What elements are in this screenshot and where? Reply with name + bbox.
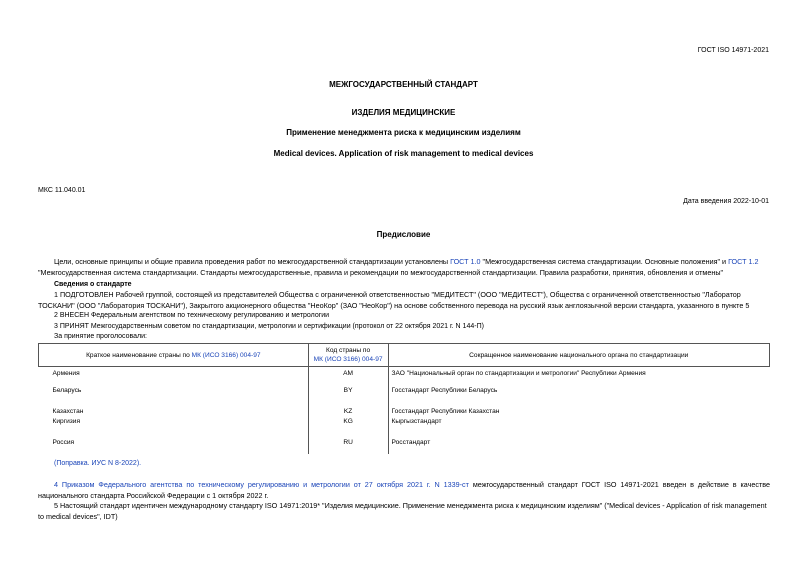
voted-label: За принятие проголосовали: [54, 333, 147, 340]
doc-code: ГОСТ ISO 14971-2021 [697, 47, 769, 54]
country-cell: Армения [39, 367, 309, 386]
country-cell: Россия [39, 438, 309, 454]
table-header-row [39, 344, 770, 367]
body-cell: Кыргызстандарт [391, 417, 442, 425]
body-cell: Госстандарт Республики Беларусь [391, 386, 498, 394]
en-subtitle: Medical devices. Application of risk management to medical devices [273, 149, 534, 158]
body-cell: Росстандарт [391, 438, 431, 446]
body-cell: ЗАО "Национальный орган по стандартизации и метрологии" Республики Армения [391, 370, 646, 377]
item-4 [38, 480, 770, 501]
ru-subtitle: Применение менеджмента риска к медицинским изделиям [286, 128, 521, 137]
intro-date: Дата введения 2022-10-01 [683, 198, 769, 205]
body-cell: Госстандарт Республики Казахстан [391, 407, 500, 415]
amendment-link[interactable]: (Поправка. ИУС N 8-2022). [54, 460, 142, 467]
item-3: 3 ПРИНЯТ Межгосударственным советом по стандартизации, метрологии и сертификации (протокол от 22 октября 2021 г. N 144-П) [54, 323, 484, 330]
country-cell: Киргизия [39, 417, 309, 438]
preface-heading: Предисловие [376, 230, 431, 239]
p1-text-b: "Межгосударственная система стандартизации. Основные положения" и [480, 257, 729, 266]
item-4-text: межгосударственный стандарт ГОСТ ISO 14971-2021 введен в действие в качестве национального стандарта Российской Федерации с 1 октября 2022 г. [38, 480, 770, 500]
country-cell: Беларусь [39, 386, 309, 407]
countries-table [38, 343, 770, 454]
table-row [39, 407, 770, 417]
code-cell: RU [308, 438, 388, 454]
mk-iso-link-1[interactable]: МК (ИСО 3166) 004-97 [191, 351, 261, 359]
info-heading: Сведения о стандарте [54, 281, 132, 288]
gost-1-0-link[interactable]: ГОСТ 1.0 [450, 257, 481, 266]
p1-text-c: "Межгосударственная система стандартизации. Стандарты межгосударственные, правила и рекомендации по межгосударственной стандартизации. Правила разработки, принятия, обновления и отмены" [38, 267, 724, 277]
header-country [39, 344, 309, 367]
header-code [308, 344, 388, 367]
header-body: Сокращенное наименование национального органа по стандартизации [388, 344, 769, 367]
mk-iso-link-2[interactable]: МК (ИСО 3166) 004-97 [313, 356, 383, 363]
code-cell: KG [308, 417, 388, 438]
code-cell: BY [308, 386, 388, 407]
country-cell: Казахстан [39, 407, 309, 417]
item-1: 1 ПОДГОТОВЛЕН Рабочей группой, состоящей из представителей Общества с ограниченной ответственностью "МЕДИТЕСТ" (ООО "МЕДИТЕСТ"), Общества с ограниченной ответственностью "Лаборатор ТОСКАНИ" (ООО "Лаборатория ТОСКАНИ"), Закрытого акционерного общества "НеоКор" (ЗАО "НеоКор") на основе собственного перевода на русский язык англоязычной версии стандарта, указанного в пункте 5 [38, 290, 750, 310]
p1-text-a: Цели, основные принципы и общие правила проведения работ по межгосударственной стандартизации установлены [54, 257, 451, 266]
item-2: 2 ВНЕСЕН Федеральным агентством по техническому регулированию и метрологии [54, 312, 330, 319]
preface-paragraph-1 [38, 257, 770, 278]
header-code-text: Код страны по [326, 347, 371, 354]
product-title: ИЗДЕЛИЯ МЕДИЦИНСКИЕ [351, 108, 456, 117]
mks-code: МКС 11.040.01 [38, 187, 86, 194]
table-row [39, 417, 770, 438]
table-row [39, 367, 770, 386]
header-country-text: Краткое наименование страны по [86, 351, 192, 359]
gost-1-2-link[interactable]: ГОСТ 1.2 [728, 257, 759, 266]
table-row [39, 438, 770, 454]
table-row [39, 386, 770, 407]
code-cell: KZ [308, 407, 388, 417]
order-1339-link[interactable]: 4 Приказом Федерального агентства по техническому регулированию и метрологии от 27 октября 2021 г. N 1339-ст [54, 480, 469, 489]
item-5: 5 Настоящий стандарт идентичен международному стандарту ISO 14971:2019* "Изделия медицинские. Применение менеджмента риска к медицинским изделиям" ("Medical devices - Application of risk management to medical devices", IDT) [38, 501, 767, 521]
standard-type-title: МЕЖГОСУДАРСТВЕННЫЙ СТАНДАРТ [329, 80, 478, 89]
code-cell: AM [308, 367, 388, 386]
